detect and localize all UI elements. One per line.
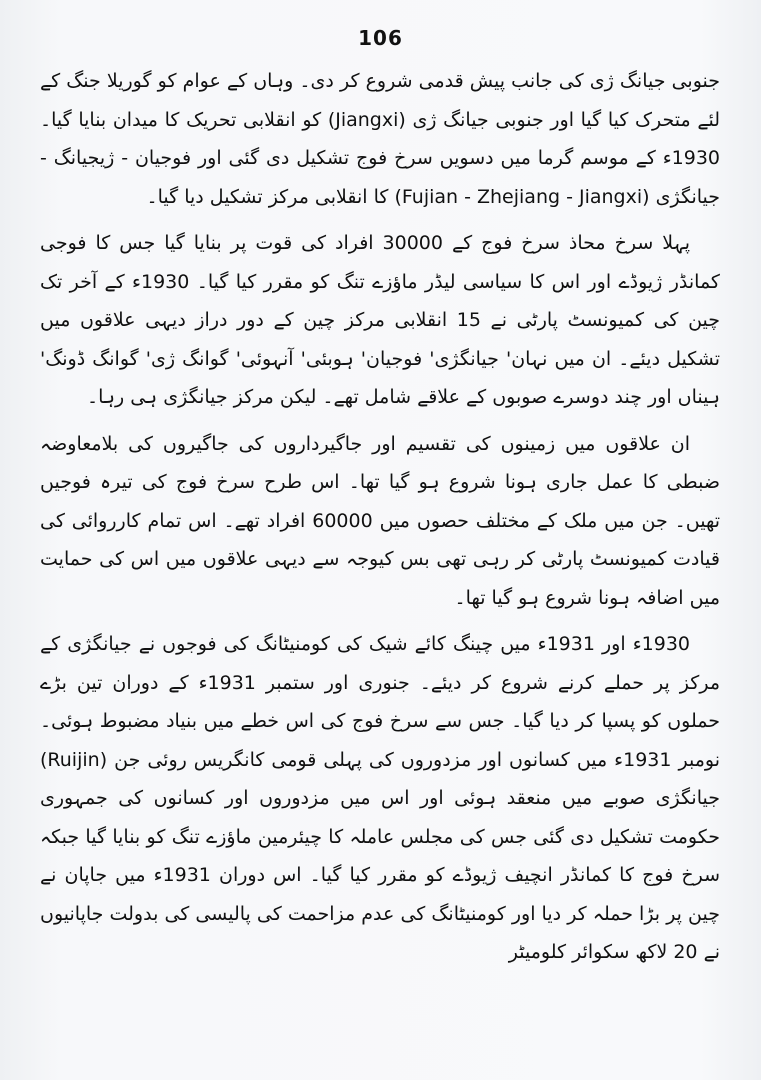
paragraph-2: پہلا سرخ محاذ سرخ فوج کے 30000 افراد کی قوت پر بنایا گیا جس کا فوجی کمانڈر ژیوڈے اور اس کا سیاسی لیڈر ماؤزے تنگ کو مقرر کیا گیا۔ 1930ء کے آخر تک چین کی کمیونسٹ پارٹی نے 15 انقلابی مرکز چین کے دور دراز دیہی علاقوں میں تشکیل دیئے۔ ان میں نہان' جیانگژی' فوجیان' ہوبئی' آنہوئی' گوانگ ژی' گوانگ ڈونگ' ہیناں اور چند دوسرے صوبوں کے علاقے شامل تھے۔ لیکن مرکز جیانگژی ہی رہا۔ [40, 232, 721, 408]
body-text [40, 62, 720, 980]
paragraph-4: 1930ء اور 1931ء میں چینگ کائے شیک کی کومنیٹانگ کی فوجوں نے جیانگژی کے مرکز پر حملے کرنے شروع کر دیئے۔ جنوری اور ستمبر 1931ء کے دوران تین بڑے حملوں کو پسپا کر دیا گیا۔ جس سے سرخ فوج کی اس خطے میں بنیاد مضبوط ہوئی۔ نومبر 1931ء میں کسانوں اور مزدوروں کی پہلی قومی کانگریس روئی جن (Ruijin) جیانگژی صوبے میں منعقد ہوئی اور اس میں مزدوروں اور کسانوں کی جمہوری حکومت تشکیل دی گئی جس کی مجلس عاملہ کا چیئرمین ماؤزے تنگ کو بنایا گیا جبکہ سرخ فوج کا کمانڈر انچیف ژیوڈے کو مقرر کیا گیا۔ اس دوران 1931ء میں جاپان نے چین پر بڑا حملہ کر دیا اور کومنیٹانگ کی عدم مزاحمت کی پالیسی کی بدولت جاپانیوں نے 20 لاکھ سکوائر کلومیٹر [40, 633, 720, 963]
paragraph-3: ان علاقوں میں زمینوں کی تقسیم اور جاگیرداروں کی جاگیروں کی بلامعاوضہ ضبطی کا عمل جاری ہونا شروع ہو گیا تھا۔ اس طرح سرخ فوج کی تیرہ فوجیں تھیں۔ جن میں ملک کے مختلف حصوں میں 60000 افراد تھے۔ اس تمام کارروائی کی قیادت کمیونسٹ پارٹی کر رہی تھی بس کیوجہ سے دیہی علاقوں میں اس کی حمایت میں اضافہ ہونا شروع ہو گیا تھا۔ [40, 432, 720, 609]
page-number: 106 [358, 26, 403, 50]
paragraph-1: جنوبی جیانگ ژی کی جانب پیش قدمی شروع کر دی۔ وہاں کے عوام کو گوریلا جنگ کے لئے متحرک کیا گیا اور جنوبی جیانگ ژی (Jiangxi) کو انقلابی تحریک کا میدان بنایا گیا۔ 1930ء کے موسم گرما میں دسویں سرخ فوج تشکیل دی گئی اور فوجیان - ژیجیانگ - جیانگژی (Fujian - Zhejiang - Jiangxi) کا انقلابی مرکز تشکیل دیا گیا۔ [40, 70, 720, 208]
